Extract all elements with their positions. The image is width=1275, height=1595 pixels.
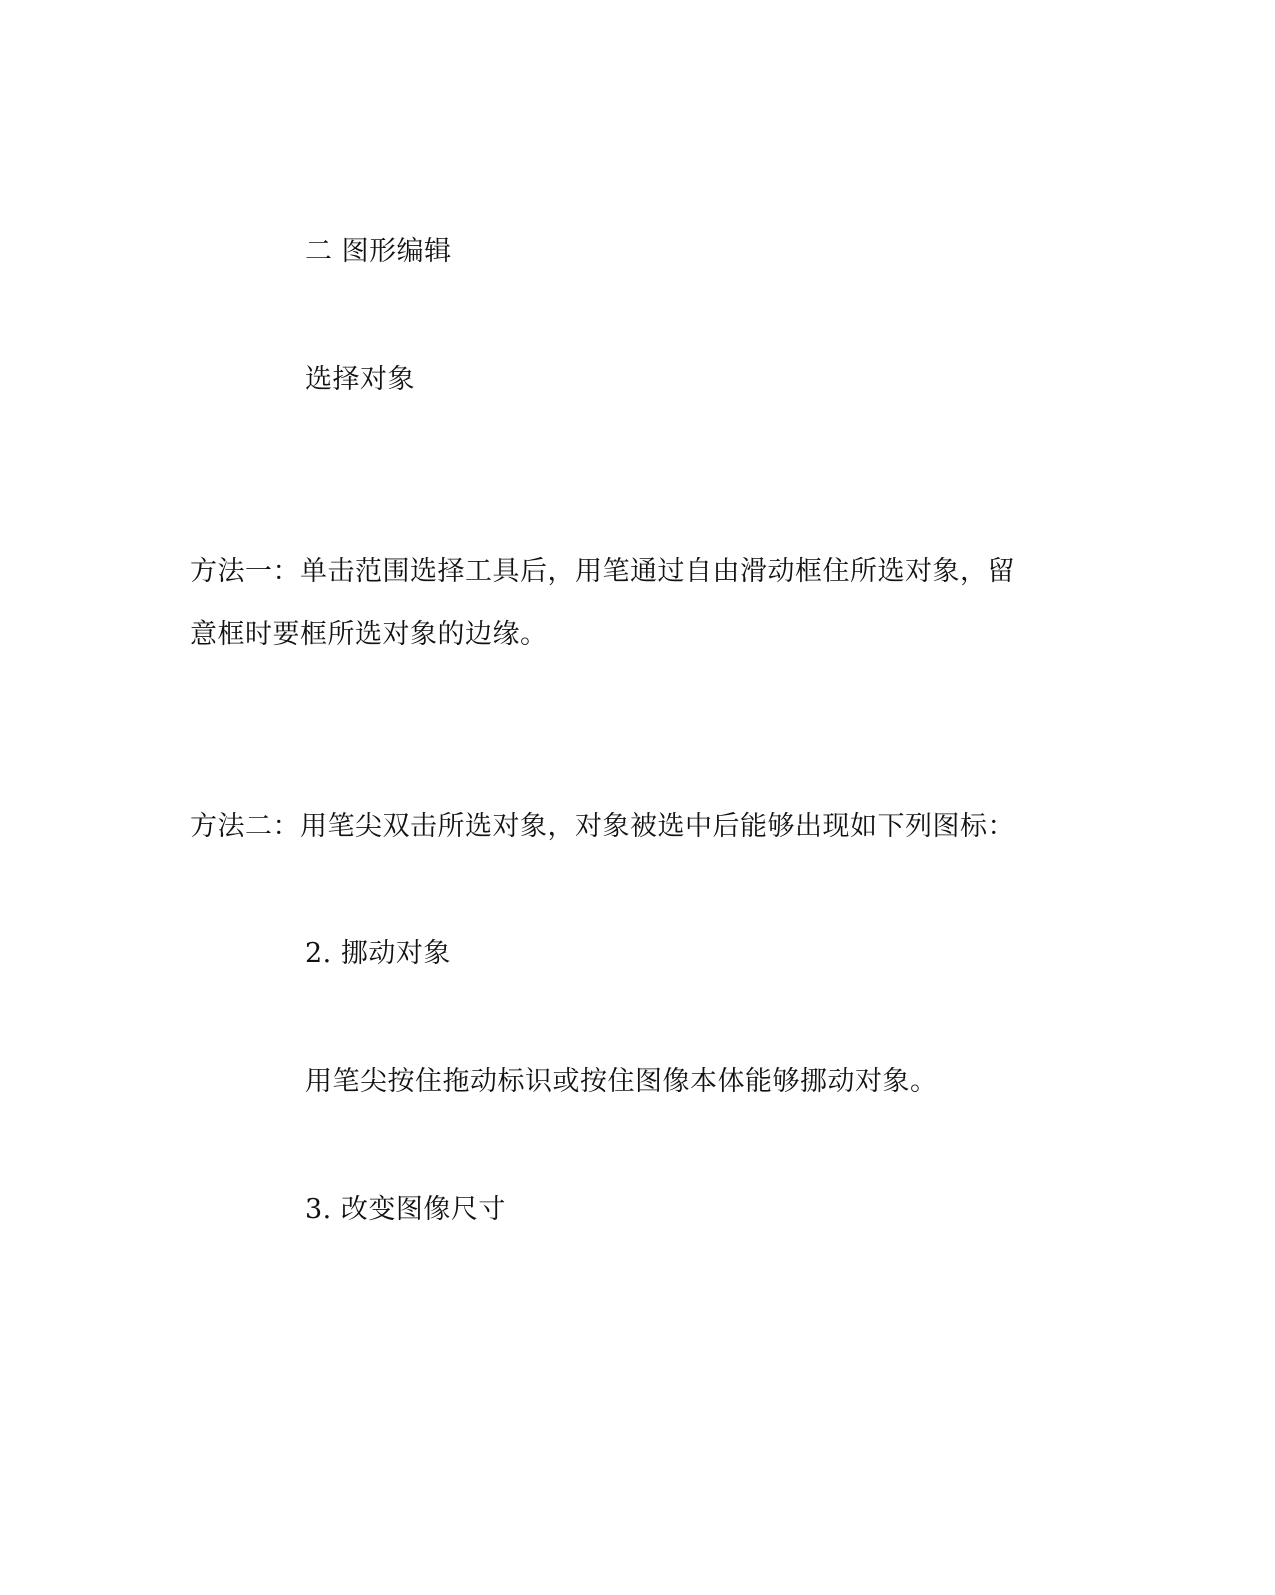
subheading-select-object: 选择对象 <box>305 364 415 395</box>
step-2-paragraph: 用笔尖按住拖动标识或按住图像本体能够挪动对象。 <box>305 1066 938 1097</box>
method-one-line-2: 意框时要框所选对象的边缘。 <box>190 619 548 650</box>
method-two-paragraph: 方法二：用笔尖双击所选对象，对象被选中后能够出现如下列图标： <box>190 811 1015 842</box>
step-2-heading: 2. 挪动对象 <box>305 938 451 969</box>
method-one-line-1: 方法一：单击范围选择工具后，用笔通过自由滑动框住所选对象，留 <box>190 556 1015 587</box>
section-heading: 二 图形编辑 <box>305 236 452 267</box>
step-3-heading: 3. 改变图像尺寸 <box>305 1194 506 1225</box>
